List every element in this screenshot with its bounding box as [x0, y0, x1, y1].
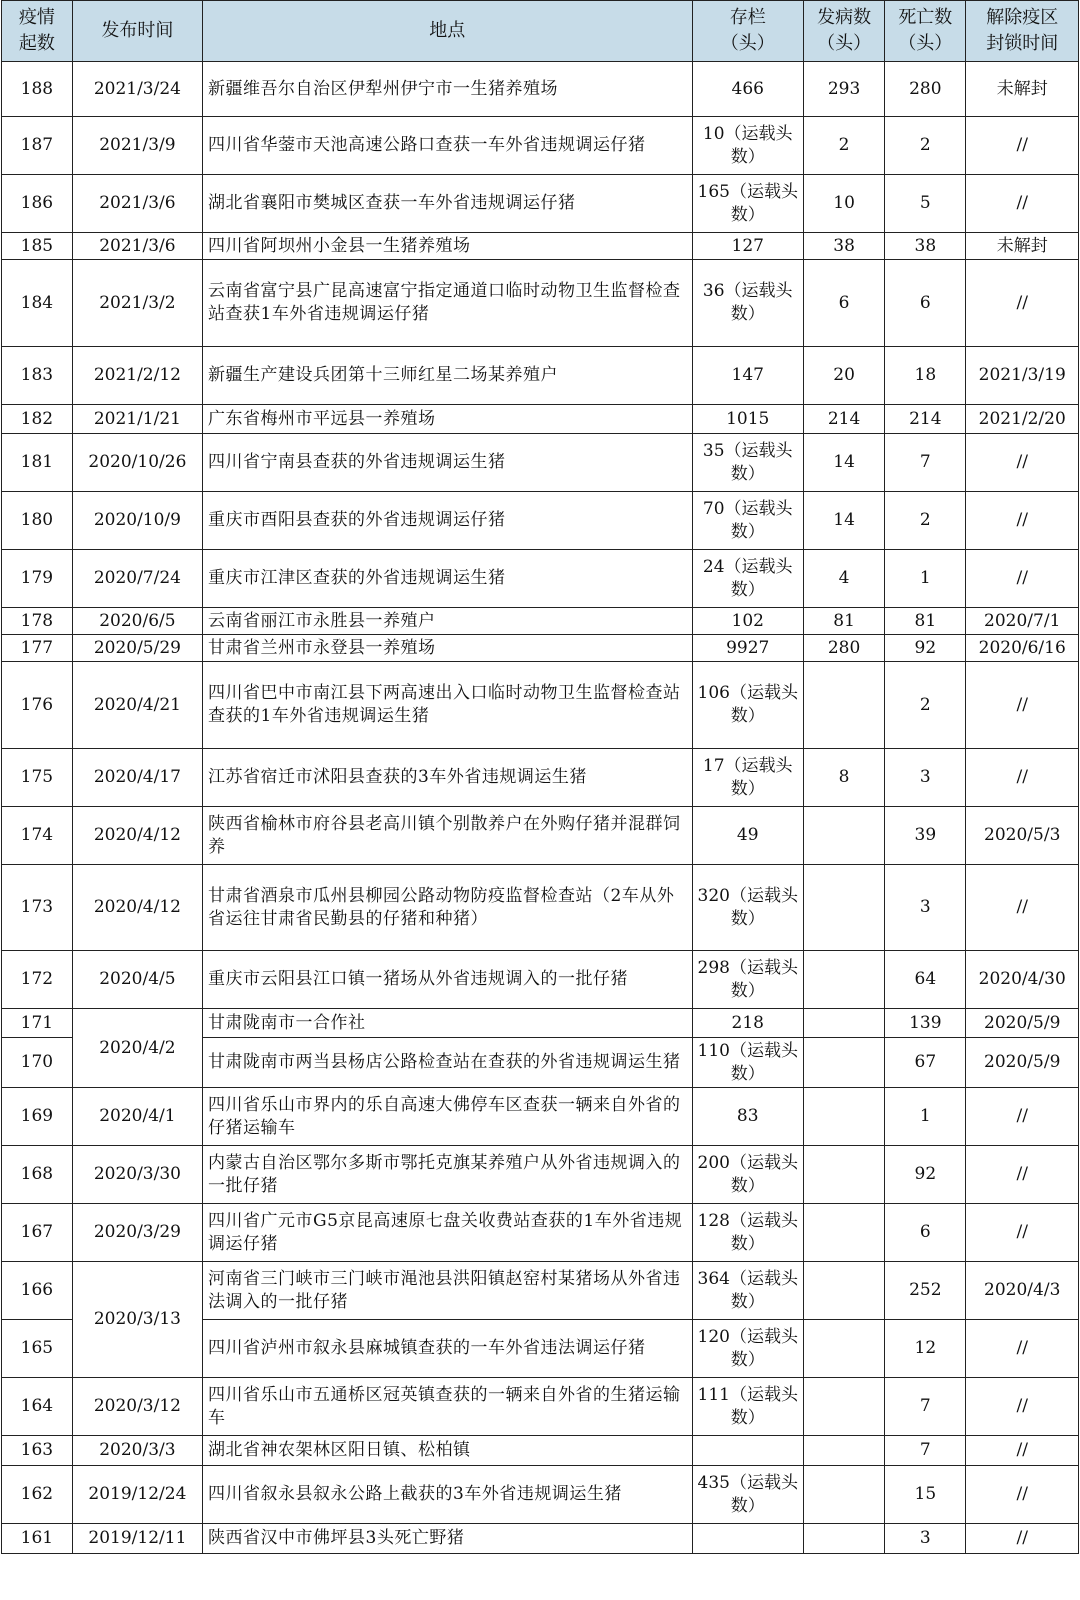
table-row [2, 405, 1079, 434]
table-row [2, 550, 1079, 608]
table-row [2, 749, 1079, 807]
cell-sick [803, 1524, 884, 1554]
table-row [2, 865, 1079, 951]
cell-stock: 111（运载头数） [692, 1378, 803, 1436]
cell-lift: // [966, 1146, 1079, 1204]
cell-location: 甘肃省酒泉市瓜州县柳园公路动物防疫监督检查站（2车从外省运往甘肃省民勤县的仔猪和种猪） [203, 865, 693, 951]
cell-lift: // [966, 260, 1079, 347]
cell-sick [803, 662, 884, 749]
cell-sick [803, 1038, 884, 1088]
cell-stock: 435（运载头数） [692, 1466, 803, 1524]
cell-date: 2020/3/3 [72, 1436, 202, 1466]
cell-location: 广东省梅州市平远县一养殖场 [203, 405, 693, 434]
cell-dead: 214 [885, 405, 966, 434]
cell-stock: 35（运载头数） [692, 434, 803, 492]
cell-date: 2020/7/24 [72, 550, 202, 608]
cell-no: 171 [2, 1009, 73, 1038]
cell-stock: 24（运载头数） [692, 550, 803, 608]
cell-no: 175 [2, 749, 73, 807]
cell-location: 内蒙古自治区鄂尔多斯市鄂托克旗某养殖户从外省违规调入的一批仔猪 [203, 1146, 693, 1204]
cell-date: 2020/10/26 [72, 434, 202, 492]
cell-dead: 92 [885, 635, 966, 662]
cell-location: 四川省华蓥市天池高速公路口查获一车外省违规调运仔猪 [203, 117, 693, 175]
cell-stock: 147 [692, 347, 803, 405]
cell-dead: 6 [885, 1204, 966, 1262]
header-stock: 存栏 （头） [692, 1, 803, 62]
cell-date: 2020/4/17 [72, 749, 202, 807]
table-row [2, 1436, 1079, 1466]
cell-sick [803, 1204, 884, 1262]
cell-lift: 2021/3/19 [966, 347, 1079, 405]
cell-lift: 2021/2/20 [966, 405, 1079, 434]
cell-no: 173 [2, 865, 73, 951]
cell-location: 四川省巴中市南江县下两高速出入口临时动物卫生监督检查站查获的1车外省违规调运生猪 [203, 662, 693, 749]
cell-no: 163 [2, 1436, 73, 1466]
cell-stock: 128（运载头数） [692, 1204, 803, 1262]
table-row [2, 1009, 1079, 1038]
cell-lift: // [966, 1320, 1079, 1378]
cell-sick: 8 [803, 749, 884, 807]
cell-date: 2021/1/21 [72, 405, 202, 434]
cell-dead: 81 [885, 608, 966, 635]
cell-stock: 49 [692, 807, 803, 865]
table-row [2, 1262, 1079, 1320]
cell-no: 167 [2, 1204, 73, 1262]
cell-location: 河南省三门峡市三门峡市渑池县洪阳镇赵窑村某猪场从外省违法调入的一批仔猪 [203, 1262, 693, 1320]
cell-no: 185 [2, 233, 73, 260]
cell-sick [803, 1262, 884, 1320]
cell-date: 2020/3/30 [72, 1146, 202, 1204]
cell-dead: 92 [885, 1146, 966, 1204]
cell-dead: 1 [885, 550, 966, 608]
cell-lift: 2020/4/3 [966, 1262, 1079, 1320]
cell-no: 187 [2, 117, 73, 175]
cell-lift: // [966, 434, 1079, 492]
cell-location: 四川省乐山市五通桥区冠英镇查获的一辆来自外省的生猪运输车 [203, 1378, 693, 1436]
cell-stock: 120（运载头数） [692, 1320, 803, 1378]
cell-location: 新疆维吾尔自治区伊犁州伊宁市一生猪养殖场 [203, 62, 693, 117]
cell-location: 陕西省汉中市佛坪县3头死亡野猪 [203, 1524, 693, 1554]
cell-lift: // [966, 1524, 1079, 1554]
cell-no: 176 [2, 662, 73, 749]
cell-sick: 280 [803, 635, 884, 662]
cell-location: 甘肃省兰州市永登县一养殖场 [203, 635, 693, 662]
table-row [2, 1204, 1079, 1262]
cell-location: 甘肃陇南市两当县杨店公路检查站在查获的外省违规调运生猪 [203, 1038, 693, 1088]
cell-lift: 2020/5/9 [966, 1009, 1079, 1038]
cell-no: 170 [2, 1038, 73, 1088]
cell-date: 2020/4/1 [72, 1088, 202, 1146]
cell-location: 四川省阿坝州小金县一生猪养殖场 [203, 233, 693, 260]
cell-lift: // [966, 749, 1079, 807]
cell-dead: 1 [885, 1088, 966, 1146]
cell-lift: 2020/4/30 [966, 951, 1079, 1009]
cell-date: 2021/3/2 [72, 260, 202, 347]
cell-date: 2020/3/12 [72, 1378, 202, 1436]
cell-no: 186 [2, 175, 73, 233]
cell-date: 2021/2/12 [72, 347, 202, 405]
cell-dead: 6 [885, 260, 966, 347]
cell-location: 江苏省宿迁市沭阳县查获的3车外省违规调运生猪 [203, 749, 693, 807]
cell-stock: 83 [692, 1088, 803, 1146]
header-sick: 发病数 （头） [803, 1, 884, 62]
cell-dead: 12 [885, 1320, 966, 1378]
cell-stock [692, 1524, 803, 1554]
cell-stock: 466 [692, 62, 803, 117]
cell-no: 179 [2, 550, 73, 608]
cell-sick: 6 [803, 260, 884, 347]
cell-lift: // [966, 175, 1079, 233]
cell-sick: 2 [803, 117, 884, 175]
cell-dead: 38 [885, 233, 966, 260]
cell-dead: 2 [885, 492, 966, 550]
cell-sick: 81 [803, 608, 884, 635]
cell-stock: 9927 [692, 635, 803, 662]
cell-stock: 165（运载头数） [692, 175, 803, 233]
cell-sick [803, 807, 884, 865]
cell-date: 2020/10/9 [72, 492, 202, 550]
cell-date: 2020/4/12 [72, 865, 202, 951]
cell-location: 湖北省神农架林区阳日镇、松柏镇 [203, 1436, 693, 1466]
cell-sick [803, 951, 884, 1009]
cell-lift: 2020/6/16 [966, 635, 1079, 662]
cell-location: 陕西省榆林市府谷县老高川镇个别散养户在外购仔猪并混群饲养 [203, 807, 693, 865]
cell-date: 2021/3/24 [72, 62, 202, 117]
cell-dead: 3 [885, 865, 966, 951]
cell-no: 166 [2, 1262, 73, 1320]
cell-sick [803, 1320, 884, 1378]
cell-lift: // [966, 492, 1079, 550]
cell-dead: 139 [885, 1009, 966, 1038]
cell-dead: 39 [885, 807, 966, 865]
cell-lift: 2020/5/3 [966, 807, 1079, 865]
cell-stock: 298（运载头数） [692, 951, 803, 1009]
cell-sick [803, 1009, 884, 1038]
cell-date: 2020/3/13 [72, 1262, 202, 1378]
cell-location: 重庆市江津区查获的外省违规调运生猪 [203, 550, 693, 608]
header-no: 疫情 起数 [2, 1, 73, 62]
cell-no: 178 [2, 608, 73, 635]
cell-dead: 3 [885, 749, 966, 807]
table-row [2, 434, 1079, 492]
cell-no: 177 [2, 635, 73, 662]
cell-stock: 320（运载头数） [692, 865, 803, 951]
table-row [2, 608, 1079, 635]
header-dead: 死亡数 （头） [885, 1, 966, 62]
cell-date: 2020/4/5 [72, 951, 202, 1009]
cell-lift: // [966, 1204, 1079, 1262]
cell-dead: 5 [885, 175, 966, 233]
cell-lift: 2020/5/9 [966, 1038, 1079, 1088]
cell-location: 云南省富宁县广昆高速富宁指定通道口临时动物卫生监督检查站查获1车外省违规调运仔猪 [203, 260, 693, 347]
cell-date: 2020/4/21 [72, 662, 202, 749]
cell-lift: // [966, 1466, 1079, 1524]
table-row [2, 260, 1079, 347]
cell-no: 162 [2, 1466, 73, 1524]
cell-dead: 252 [885, 1262, 966, 1320]
cell-lift: 未解封 [966, 62, 1079, 117]
cell-dead: 7 [885, 434, 966, 492]
cell-lift: 未解封 [966, 233, 1079, 260]
table-row [2, 1524, 1079, 1554]
cell-date: 2021/3/6 [72, 175, 202, 233]
cell-sick [803, 1378, 884, 1436]
cell-lift: // [966, 1088, 1079, 1146]
table-row [2, 807, 1079, 865]
cell-sick [803, 1146, 884, 1204]
cell-location: 重庆市云阳县江口镇一猪场从外省违规调入的一批仔猪 [203, 951, 693, 1009]
cell-no: 168 [2, 1146, 73, 1204]
cell-sick: 214 [803, 405, 884, 434]
cell-location: 四川省广元市G5京昆高速原七盘关收费站查获的1车外省违规调运仔猪 [203, 1204, 693, 1262]
table-row [2, 1378, 1079, 1436]
cell-sick [803, 1088, 884, 1146]
cell-dead: 7 [885, 1436, 966, 1466]
cell-stock: 70（运载头数） [692, 492, 803, 550]
cell-stock [692, 1436, 803, 1466]
cell-location: 甘肃陇南市一合作社 [203, 1009, 693, 1038]
cell-location: 四川省宁南县查获的外省违规调运生猪 [203, 434, 693, 492]
cell-location: 云南省丽江市永胜县一养殖户 [203, 608, 693, 635]
cell-stock: 200（运载头数） [692, 1146, 803, 1204]
cell-no: 174 [2, 807, 73, 865]
cell-lift: 2020/7/1 [966, 608, 1079, 635]
cell-location: 四川省乐山市界内的乐自高速大佛停车区查获一辆来自外省的仔猪运输车 [203, 1088, 693, 1146]
cell-sick: 14 [803, 434, 884, 492]
cell-lift: // [966, 117, 1079, 175]
cell-stock: 110（运载头数） [692, 1038, 803, 1088]
cell-no: 183 [2, 347, 73, 405]
cell-lift: // [966, 1378, 1079, 1436]
outbreak-table [1, 0, 1079, 1554]
cell-sick [803, 1436, 884, 1466]
table-row [2, 117, 1079, 175]
cell-no: 184 [2, 260, 73, 347]
cell-sick: 14 [803, 492, 884, 550]
cell-location: 新疆生产建设兵团第十三师红星二场某养殖户 [203, 347, 693, 405]
cell-sick: 10 [803, 175, 884, 233]
cell-date: 2020/3/29 [72, 1204, 202, 1262]
cell-sick [803, 1466, 884, 1524]
cell-sick: 293 [803, 62, 884, 117]
cell-sick [803, 865, 884, 951]
cell-date: 2020/5/29 [72, 635, 202, 662]
cell-date: 2019/12/24 [72, 1466, 202, 1524]
cell-location: 四川省叙永县叙永公路上截获的3车外省违规调运生猪 [203, 1466, 693, 1524]
cell-stock: 106（运载头数） [692, 662, 803, 749]
table-row [2, 347, 1079, 405]
table-row [2, 1146, 1079, 1204]
cell-no: 181 [2, 434, 73, 492]
table-body [2, 62, 1079, 1554]
cell-dead: 3 [885, 1524, 966, 1554]
cell-lift: // [966, 550, 1079, 608]
header-row [2, 1, 1079, 62]
cell-dead: 67 [885, 1038, 966, 1088]
cell-date: 2021/3/9 [72, 117, 202, 175]
cell-no: 161 [2, 1524, 73, 1554]
table-row [2, 1466, 1079, 1524]
cell-lift: // [966, 662, 1079, 749]
cell-stock: 17（运载头数） [692, 749, 803, 807]
header-lift: 解除疫区 封锁时间 [966, 1, 1079, 62]
cell-lift: // [966, 1436, 1079, 1466]
cell-stock: 127 [692, 233, 803, 260]
cell-dead: 7 [885, 1378, 966, 1436]
table-row [2, 492, 1079, 550]
cell-date: 2020/6/5 [72, 608, 202, 635]
table-row [2, 635, 1079, 662]
cell-no: 172 [2, 951, 73, 1009]
cell-no: 165 [2, 1320, 73, 1378]
cell-date: 2021/3/6 [72, 233, 202, 260]
cell-sick: 4 [803, 550, 884, 608]
cell-stock: 102 [692, 608, 803, 635]
cell-location: 湖北省襄阳市樊城区查获一车外省违规调运仔猪 [203, 175, 693, 233]
cell-location: 重庆市酉阳县查获的外省违规调运仔猪 [203, 492, 693, 550]
cell-no: 188 [2, 62, 73, 117]
cell-no: 164 [2, 1378, 73, 1436]
cell-date: 2020/4/2 [72, 1009, 202, 1088]
cell-stock: 364（运载头数） [692, 1262, 803, 1320]
cell-stock: 10（运载头数） [692, 117, 803, 175]
table-row [2, 233, 1079, 260]
cell-location: 四川省泸州市叙永县麻城镇查获的一车外省违法调运仔猪 [203, 1320, 693, 1378]
cell-stock: 1015 [692, 405, 803, 434]
header-date: 发布时间 [72, 1, 202, 62]
cell-date: 2020/4/12 [72, 807, 202, 865]
cell-dead: 18 [885, 347, 966, 405]
cell-sick: 38 [803, 233, 884, 260]
cell-dead: 2 [885, 662, 966, 749]
table-row [2, 62, 1079, 117]
header-location: 地点 [203, 1, 693, 62]
cell-sick: 20 [803, 347, 884, 405]
cell-stock: 36（运载头数） [692, 260, 803, 347]
cell-dead: 280 [885, 62, 966, 117]
cell-no: 169 [2, 1088, 73, 1146]
table-row [2, 951, 1079, 1009]
cell-no: 180 [2, 492, 73, 550]
cell-dead: 15 [885, 1466, 966, 1524]
cell-stock: 218 [692, 1009, 803, 1038]
table-row [2, 1088, 1079, 1146]
cell-dead: 2 [885, 117, 966, 175]
cell-lift: // [966, 865, 1079, 951]
table-row [2, 662, 1079, 749]
table-row [2, 175, 1079, 233]
cell-date: 2019/12/11 [72, 1524, 202, 1554]
cell-no: 182 [2, 405, 73, 434]
cell-dead: 64 [885, 951, 966, 1009]
